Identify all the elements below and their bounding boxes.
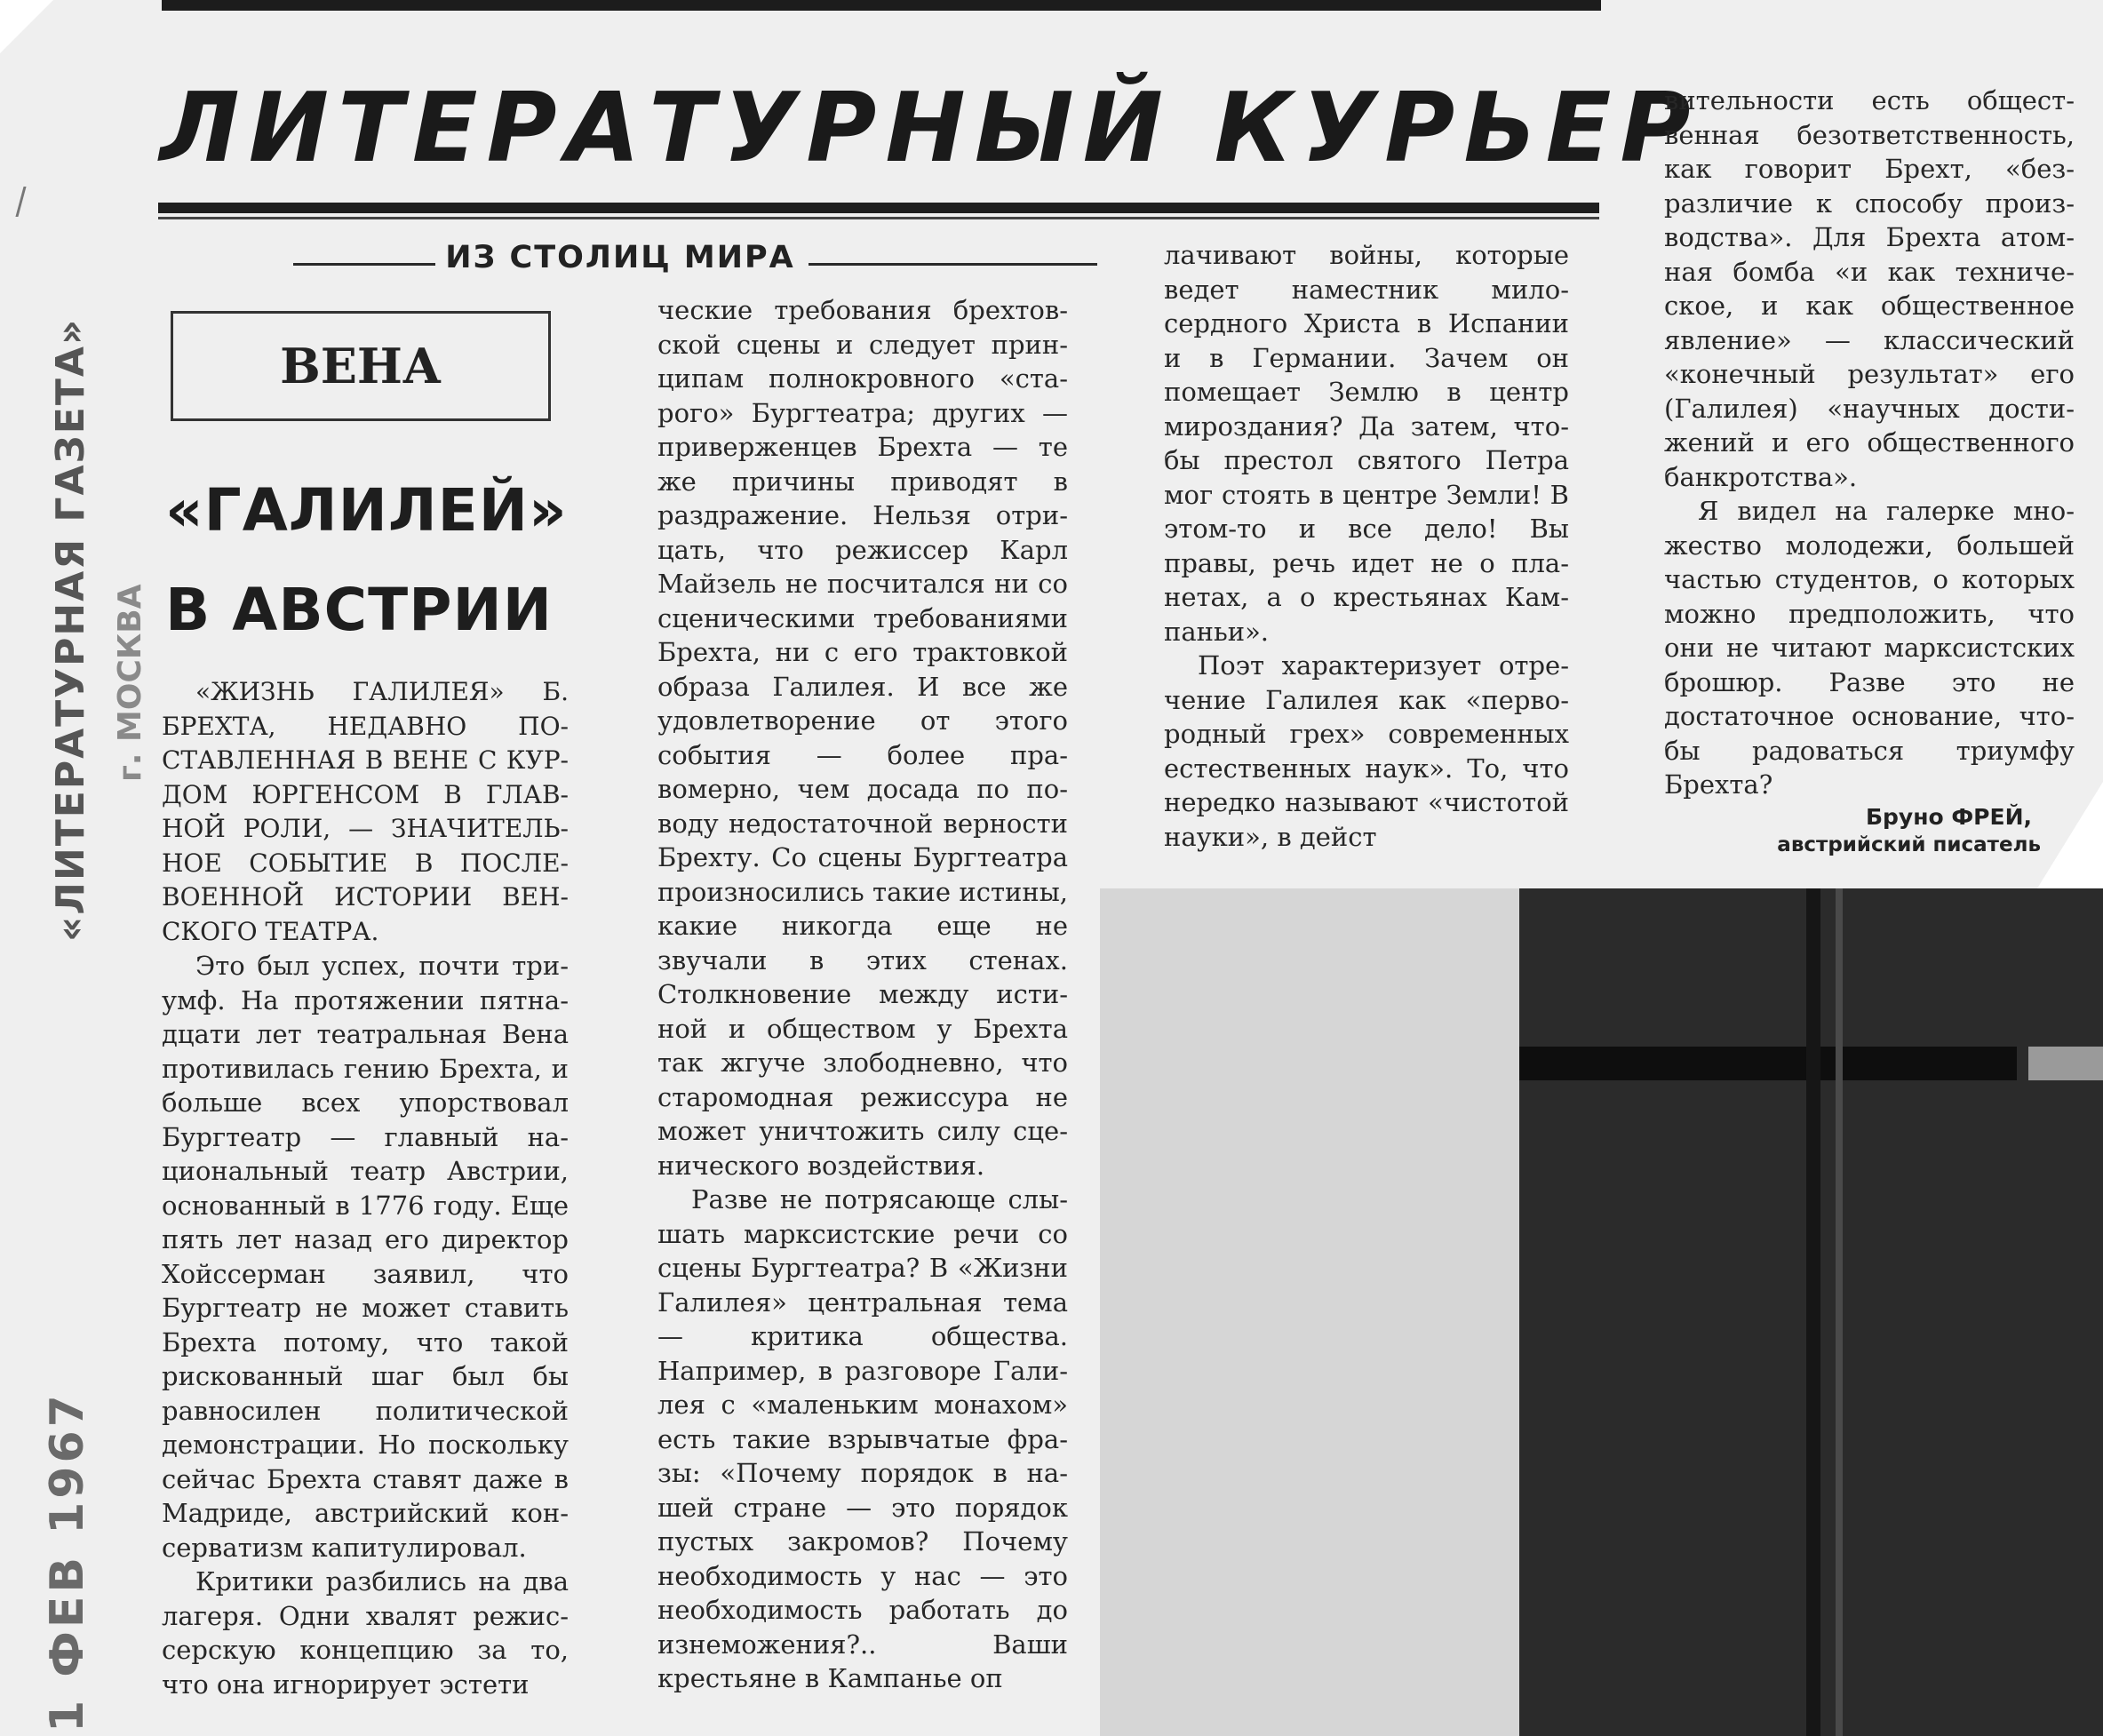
archive-stamp-city: г. МОСКВА (112, 584, 148, 782)
top-rule (162, 0, 1601, 11)
author-role: австрийский писатель (1777, 833, 2041, 856)
article-paragraph: вительности есть общественная безответственность, как говорит Брехт, «безразличие к способу производства». Для Брехта атомная бомба «и как техническое, и как общественное явление» — классический «конечный результат» его (Галилея) «научных достижений и его общественного банкротства». (1664, 85, 2075, 492)
board-stripe (1519, 1047, 2017, 1080)
article-paragraph: Я видел на галерке множество молодежи, большей частью студентов, о которых можно предположить, что они не читают марксистских брошюр. Разве это не достаточное основание, чтобы радоваться триумфу Брехта? (1664, 496, 2075, 800)
masthead-rule (158, 203, 1599, 213)
article-paragraph: Разве не потрясающе слышать марксистские речи со сцены Бургтеатра? В «Жизни Галилея» центральная тема — критика общества. Например, в разговоре Галилея с «маленьким монахом» есть такие взрывчатые фразы: «Почему порядок в нашей стране — это порядок пустых закромов? Почему необходимость у нас — это необходимость работать до изнеможения?.. Ваши крестьяне в Кампанье оп (657, 1184, 1068, 1693)
article-paragraph: ческие требования брехтовской сцены и следует принципам полнокровного «старого» Бургтеатра; других — приверженцев Брехта — те же причины приводят в раздражение. Нельзя отрицать, что режиссер Карл Майзель не посчитался ни со сценическими требованиями Брехта, ни с его трактовкой образа Галилея. И все же удовлетворение от этого события — более правомерно, чем досада по поводу недостаточной верности Брехту. Со сцены Бургтеатра произносились такие истины, какие никогда еще не звучали в этих стенах. Столкновение между истиной и обществом у Брехта так жгуче злободневно, что старомодная режиссура не может уничтожить силу сценического воздействия. (657, 295, 1068, 1181)
article-paragraph: лачивают войны, которые ведет наместник милосердного Христа в Испании и в Германии. Зачем он помещает Землю в центр мироздания? Да затем, чтобы престол святого Петра мог стоять в центре Земли! В этом-то и все дело! Вы правы, речь идет не о планетах, а о крестьянах Кампаньи». (1164, 240, 1569, 647)
masthead-rule-thin (158, 217, 1599, 219)
article-column-2 (657, 293, 1068, 1696)
headline-line1: «ГАЛИЛЕЙ» (165, 476, 568, 545)
masthead-title: ЛИТЕРАТУРНЫЙ КУРЬЕР (160, 73, 1700, 184)
article-column-1 (162, 675, 569, 1701)
article-lead: «ЖИЗНЬ ГАЛИЛЕЯ» Б. БРЕХТА, НЕДАВНО ПОСТАВЛЕННАЯ В ВЕНЕ С КУРДОМ ЮРГЕНСОМ В ГЛАВНОЙ РОЛИ, — ЗНАЧИТЕЛЬНОЕ СОБЫТИЕ В ПОСЛЕВОЕННОЙ ИСТОРИИ ВЕНСКОГО ТЕАТРА. (162, 677, 569, 946)
archive-stamp-paper: «ЛИТЕРАТУРНАЯ ГАЗЕТА» (48, 317, 93, 942)
city-box (171, 311, 551, 421)
article-column-3 (1164, 238, 1569, 854)
board-vertical-line-thin (1836, 888, 1843, 1736)
article-paragraph: Это был успех, почти триумф. На протяжении пятнадцати лет театральная Вена противилась гению Брехта, и больше всех упорствовал Бургтеатр — главный национальный театр Австрии, основанный в 1776 году. Еще пять лет назад его директор Хойссерман заявил, что Бургтеатр не может ставить Брехта потому, что такой рискованный шаг был бы равносилен политической демонстрации. Но поскольку сейчас Брехта ставят даже в Мадриде, австрийский консерватизм капитулировал. (162, 951, 569, 1563)
article-column-4 (1664, 84, 2075, 802)
author-signature: Бруно ФРЕЙ, (1865, 804, 2032, 830)
mount-board-gray (1100, 888, 1519, 1736)
article-paragraph: Критики разбились на два лагеря. Одни хвалят режиссерскую концепцию за то, что она игнорирует эстети (162, 1566, 569, 1700)
article-paragraph: Поэт характеризует отречение Галилея как «первородный грех» современных естественных наук». То, что нередко называют «чистотой науки», в дейст (1164, 650, 1569, 852)
rubric-line-right (809, 263, 1097, 266)
city-label: ВЕНА (280, 338, 442, 394)
board-stripe-light (2028, 1047, 2103, 1080)
headline-line2: В АВСТРИИ (165, 576, 553, 644)
archive-stamp-date: 1 ФЕВ 1967 (41, 1391, 94, 1732)
board-vertical-line (1806, 888, 1820, 1736)
rubric-line-left (293, 263, 435, 266)
rubric-title: ИЗ СТОЛИЦ МИРА (445, 240, 795, 275)
